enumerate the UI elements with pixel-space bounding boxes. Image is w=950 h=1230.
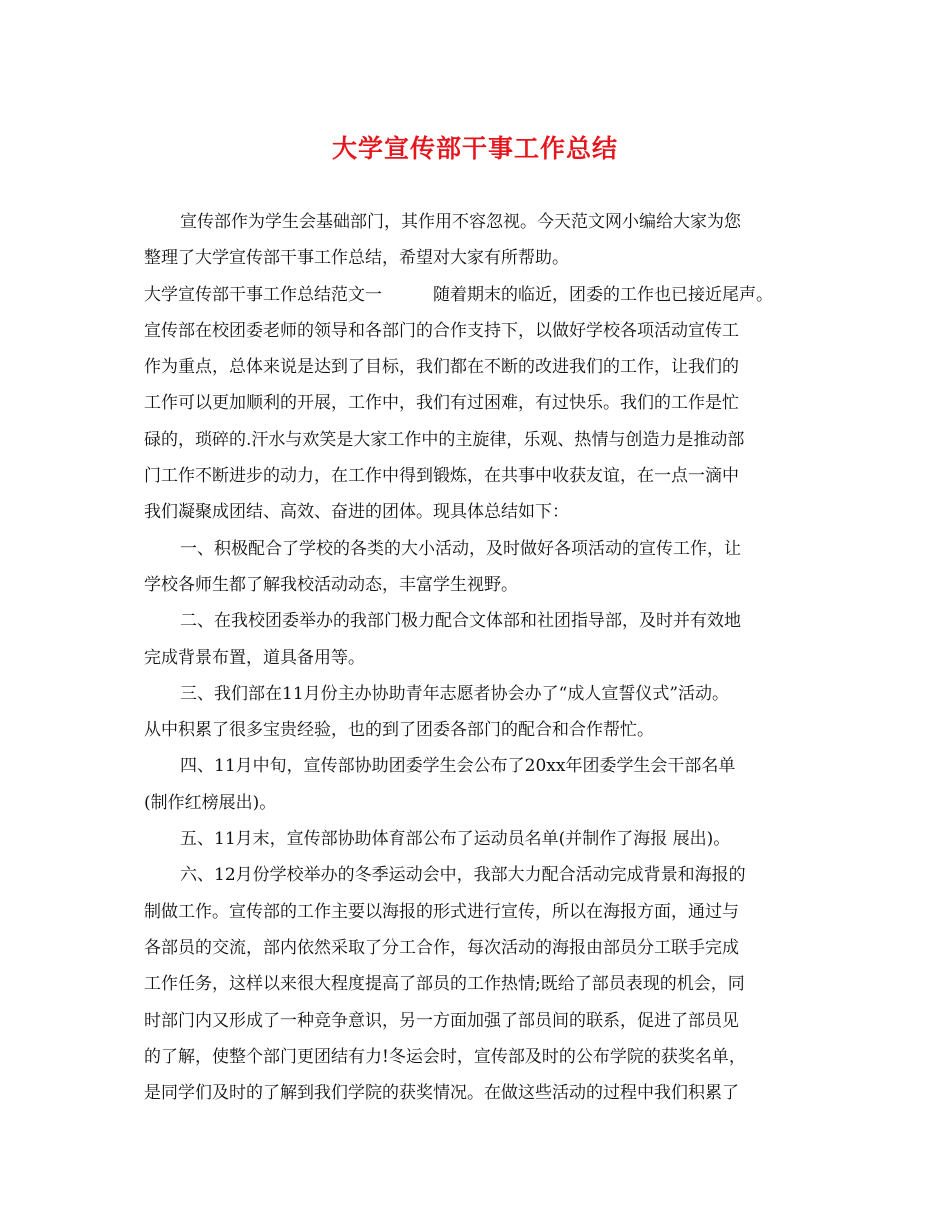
text-line: 我们凝聚成团结、高效、奋进的团体。现具体总结如下：	[144, 502, 569, 523]
text-line: 四、11月中旬，宣传部协助团委学生会公布了20xx年团委学生会干部名单	[180, 756, 736, 777]
text-line: 工作可以更加顺利的开展，工作中，我们有过困难，有过快乐。我们的工作是忙	[144, 393, 739, 414]
text-line: 作为重点，总体来说是达到了目标，我们都在不断的改进我们的工作，让我们的	[144, 357, 739, 378]
text-line: 五、11月末，宣传部协助体育部公布了运动员名单(并制作了海报 展出)。	[180, 829, 731, 850]
text-line: 一、积极配合了学校的各类的大小活动，及时做好各项活动的宣传工作，让	[180, 538, 741, 559]
text-line: 三、我们部在11月份主办协助青年志愿者协会办了“成人宣誓仪式”活动。	[180, 683, 730, 704]
text-line: 门工作不断进步的动力，在工作中得到锻炼，在共事中收获友谊，在一点一滴中	[144, 466, 739, 487]
document-title: 大学宣传部干事工作总结	[331, 134, 618, 163]
text-line: 的了解，使整个部门更团结有力!冬运会时，宣传部及时的公布学院的获奖名单，	[144, 1046, 746, 1067]
text-line: 宣传部作为学生会基础部门，其作用不容忽视。今天范文网小编给大家为您	[180, 212, 741, 232]
text-line: 碌的，琐碎的.汗水与欢笑是大家工作中的主旋律，乐观、热情与创造力是推动部	[144, 429, 745, 450]
text-line: 学校各师生都了解我校活动动态，丰富学生视野。	[144, 574, 518, 595]
text-line: 宣传部在校团委老师的领导和各部门的合作支持下，以做好学校各项活动宣传工	[144, 320, 739, 341]
text-line: 从中积累了很多宝贵经验，也的到了团委各部门的配合和合作帮忙。	[144, 720, 654, 741]
text-line: 整理了大学宣传部干事工作总结，希望对大家有所帮助。	[144, 248, 569, 269]
text-line: 各部员的交流，部内依然采取了分工合作，每次活动的海报由部员分工联手完成	[144, 937, 739, 958]
text-line: 时部门内又形成了一种竞争意识，另一方面加强了部员间的联系，促进了部员见	[144, 1010, 739, 1031]
text-line: 制做工作。宣传部的工作主要以海报的形式进行宣传，所以在海报方面，通过与	[144, 901, 739, 922]
document-body	[144, 204, 808, 1111]
text-line: 完成背景布置，道具备用等。	[144, 647, 365, 668]
text-line: 二、在我校团委举办的我部门极力配合文体部和社团指导部，及时并有效地	[180, 611, 741, 632]
text-line: 大学宣传部干事工作总结范文一 随着期末的临近，团委的工作也已接近尾声。	[144, 284, 773, 305]
text-line: 是同学们及时的了解到我们学院的获奖情况。在做这些活动的过程中我们积累了	[144, 1083, 739, 1104]
text-line: 工作任务，这样以来很大程度提高了部员的工作热情;既给了部员表现的机会，同	[144, 974, 745, 995]
text-line: 六、12月份学校举办的冬季运动会中，我部大力配合活动完成背景和海报的	[180, 865, 746, 886]
text-line: (制作红榜展出)。	[144, 792, 277, 813]
